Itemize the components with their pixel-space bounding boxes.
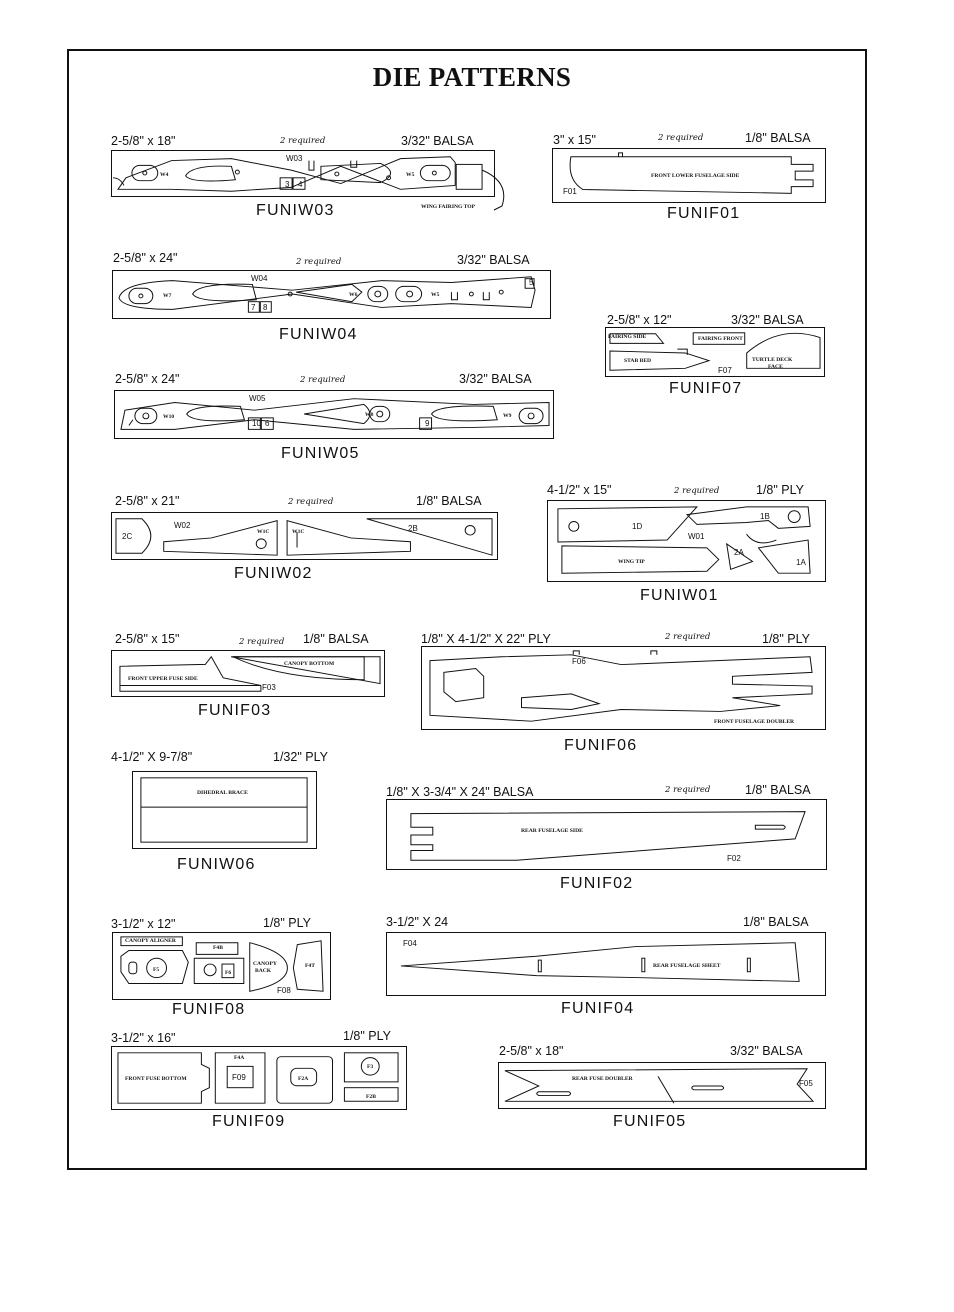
part-w5: W5 [406, 172, 415, 178]
wing-fairing-leader-line [480, 168, 520, 214]
part-2a: 2A [734, 548, 744, 557]
part-w1c-left: W1C [257, 529, 270, 535]
funiw05-required: 2 required [300, 375, 346, 385]
funiw05-size: 2-5/8" x 24" [115, 372, 180, 386]
funif09-material: 1/8" PLY [343, 1029, 391, 1043]
part-canopy-bottom: CANOPY BOTTOM [284, 661, 335, 667]
part-w6: W6 [349, 292, 358, 298]
funif04-sheet [386, 932, 826, 996]
funif03-outline [112, 651, 384, 696]
part-face: FACE [768, 364, 783, 370]
funif02-material: 1/8" BALSA [745, 783, 811, 797]
part-canopy: CANOPY [253, 961, 277, 967]
funif07-size: 2-5/8" x 12" [607, 313, 672, 327]
part-f4t: F4T [305, 963, 315, 969]
funif01-name: FUNIF01 [667, 205, 741, 222]
part-f07: F07 [718, 366, 732, 375]
funif02-sheet [386, 799, 827, 870]
part-canopy-aligner: CANOPY ALIGNER [125, 938, 176, 944]
funif03-required: 2 required [239, 637, 285, 647]
part-6: 6 [265, 419, 270, 428]
part-w4: W4 [160, 172, 169, 178]
funiw05-name: FUNIW05 [281, 445, 360, 462]
funif02-name: FUNIF02 [560, 875, 634, 892]
part-f01: F01 [563, 187, 577, 196]
part-w9: W9 [503, 413, 512, 419]
funif03-name: FUNIF03 [198, 702, 272, 719]
part-w8: W8 [365, 412, 374, 418]
funiw02-sheet [111, 512, 498, 560]
part-rear-fuselage-side: REAR FUSELAGE SIDE [521, 828, 583, 834]
funiw01-sheet [547, 500, 826, 582]
part-1a: 1A [796, 558, 806, 567]
funif09-sheet [111, 1046, 407, 1110]
funiw01-size: 4-1/2" x 15" [547, 483, 612, 497]
part-front-upper-fuse-side: FRONT UPPER FUSE SIDE [128, 676, 198, 682]
funiw05-sheet [114, 390, 554, 439]
funif06-name: FUNIF06 [564, 737, 638, 754]
part-9: 9 [425, 419, 430, 428]
funiw04-outline [113, 271, 550, 318]
part-dihedral-brace: DIHEDRAL BRACE [197, 790, 248, 796]
funif02-size: 1/8" X 3-3/4" X 24" BALSA [386, 785, 534, 799]
funif02-outline [387, 800, 826, 869]
funif03-material: 1/8" BALSA [303, 632, 369, 646]
page-title: DIE PATTERNS [372, 62, 572, 92]
part-front-fuse-bottom: FRONT FUSE BOTTOM [125, 1076, 187, 1082]
funif04-outline [387, 933, 825, 995]
funif07-name: FUNIF07 [669, 380, 743, 397]
funiw03-name: FUNIW03 [256, 202, 335, 219]
funiw03-material: 3/32" BALSA [401, 134, 474, 148]
funif08-material: 1/8" PLY [263, 916, 311, 930]
part-f3: F3 [367, 1064, 374, 1070]
funiw04-name: FUNIW04 [279, 326, 358, 343]
funiw02-size: 2-5/8" x 21" [115, 494, 180, 508]
part-5: 5 [529, 278, 534, 287]
funif06-sheet [421, 646, 826, 730]
part-rear-fuselage-sheet: REAR FUSELAGE SHEET [653, 963, 721, 969]
part-f5: F5 [153, 967, 160, 973]
funiw02-material: 1/8" BALSA [416, 494, 482, 508]
funiw01-required: 2 required [674, 486, 720, 496]
part-8: 8 [263, 303, 268, 312]
funif06-material: 1/8" PLY [762, 632, 810, 646]
funiw04-sheet [112, 270, 551, 319]
part-w04: W04 [251, 274, 268, 283]
funif01-required: 2 required [658, 133, 704, 143]
part-w02: W02 [174, 521, 191, 530]
funif05-size: 2-5/8" x 18" [499, 1044, 564, 1058]
part-w1c-right: W1C [292, 529, 305, 535]
funif08-name: FUNIF08 [172, 1001, 246, 1018]
funiw03-sheet [111, 150, 495, 197]
part-w7: W7 [163, 293, 172, 299]
part-w10: W10 [163, 414, 175, 420]
funif06-outline [422, 647, 825, 729]
funif01-sheet [552, 148, 826, 203]
part-4: 4 [298, 180, 303, 189]
funiw06-material: 1/32" PLY [273, 750, 328, 764]
part-f2a: F2A [298, 1076, 309, 1082]
funif07-material: 3/32" BALSA [731, 313, 804, 327]
part-f2b: F2B [366, 1094, 376, 1100]
part-w05: W05 [249, 394, 266, 403]
part-2c: 2C [122, 532, 133, 541]
funiw04-material: 3/32" BALSA [457, 253, 530, 267]
part-stab-bed: STAB BED [624, 358, 652, 364]
funif08-size: 3-1/2" x 12" [111, 917, 176, 931]
funif01-material: 1/8" BALSA [745, 131, 811, 145]
funiw04-size: 2-5/8" x 24" [113, 251, 178, 265]
funiw01-outline [548, 501, 825, 581]
funif09-size: 3-1/2" x 16" [111, 1031, 176, 1045]
part-front-fuselage-doubler: FRONT FUSELAGE DOUBLER [714, 719, 795, 725]
funiw03-size: 2-5/8" x 18" [111, 134, 176, 148]
funif05-outline [499, 1063, 825, 1108]
funiw01-material: 1/8" PLY [756, 483, 804, 497]
funif05-material: 3/32" BALSA [730, 1044, 803, 1058]
part-w03: W03 [286, 154, 303, 163]
part-3: 3 [285, 180, 290, 189]
funiw03-required: 2 required [280, 136, 326, 146]
part-f6: F6 [225, 970, 232, 976]
funiw02-required: 2 required [288, 497, 334, 507]
funif05-sheet [498, 1062, 826, 1109]
part-back: BACK [255, 968, 272, 974]
funif04-size: 3-1/2" X 24 [386, 915, 449, 929]
part-w01: W01 [688, 532, 705, 541]
part-f05: F05 [799, 1079, 813, 1088]
funif04-name: FUNIF04 [561, 1000, 635, 1017]
funif07-sheet [605, 327, 825, 377]
funiw01-name: FUNIW01 [640, 587, 719, 604]
part-f4a: F4A [234, 1055, 245, 1061]
funiw05-material: 3/32" BALSA [459, 372, 532, 386]
part-7: 7 [251, 303, 256, 312]
funif08-sheet [112, 932, 331, 1000]
wing-fairing-top-callout: WING FAIRING TOP [421, 204, 476, 210]
funiw03-outline [112, 151, 494, 196]
part-turtle-deck: TURTLE DECK [752, 357, 793, 363]
funif05-name: FUNIF05 [613, 1113, 687, 1130]
part-rear-fuse-doubler: REAR FUSE DOUBLER [572, 1076, 633, 1082]
funiw05-outline [115, 391, 553, 438]
funif01-size: 3" x 15" [553, 133, 596, 147]
funiw02-name: FUNIW02 [234, 565, 313, 582]
funif06-size: 1/8" X 4-1/2" X 22" PLY [421, 632, 551, 646]
part-fairing-front: FAIRING FRONT [698, 336, 743, 342]
part-2b: 2B [408, 524, 418, 533]
funiw02-outline [112, 513, 497, 559]
part-front-lower-fuselage-side: FRONT LOWER FUSELAGE SIDE [651, 173, 740, 179]
part-fairing-side: FAIRING SIDE [608, 334, 647, 340]
part-1d: 1D [632, 522, 643, 531]
funif06-required: 2 required [665, 632, 711, 642]
part-f06: F06 [572, 657, 586, 666]
funif09-name: FUNIF09 [212, 1113, 286, 1130]
funif02-required: 2 required [665, 785, 711, 795]
part-f04: F04 [403, 939, 417, 948]
part-f03: F03 [262, 683, 276, 692]
part-f02: F02 [727, 854, 741, 863]
funif04-material: 1/8" BALSA [743, 915, 809, 929]
part-10: 10 [252, 419, 261, 428]
part-f4b: F4B [213, 945, 223, 951]
funiw06-size: 4-1/2" X 9-7/8" [111, 750, 193, 764]
part-wing-tip: WING TIP [618, 559, 645, 565]
funiw06-sheet [132, 771, 317, 849]
funif03-size: 2-5/8" x 15" [115, 632, 180, 646]
funiw06-outline [133, 772, 316, 848]
part-w5: W5 [431, 292, 440, 298]
part-1b: 1B [760, 512, 770, 521]
funiw04-required: 2 required [296, 257, 342, 267]
funiw06-name: FUNIW06 [177, 856, 256, 873]
part-f09: F09 [232, 1073, 246, 1082]
part-f08: F08 [277, 986, 291, 995]
funif03-sheet [111, 650, 385, 697]
